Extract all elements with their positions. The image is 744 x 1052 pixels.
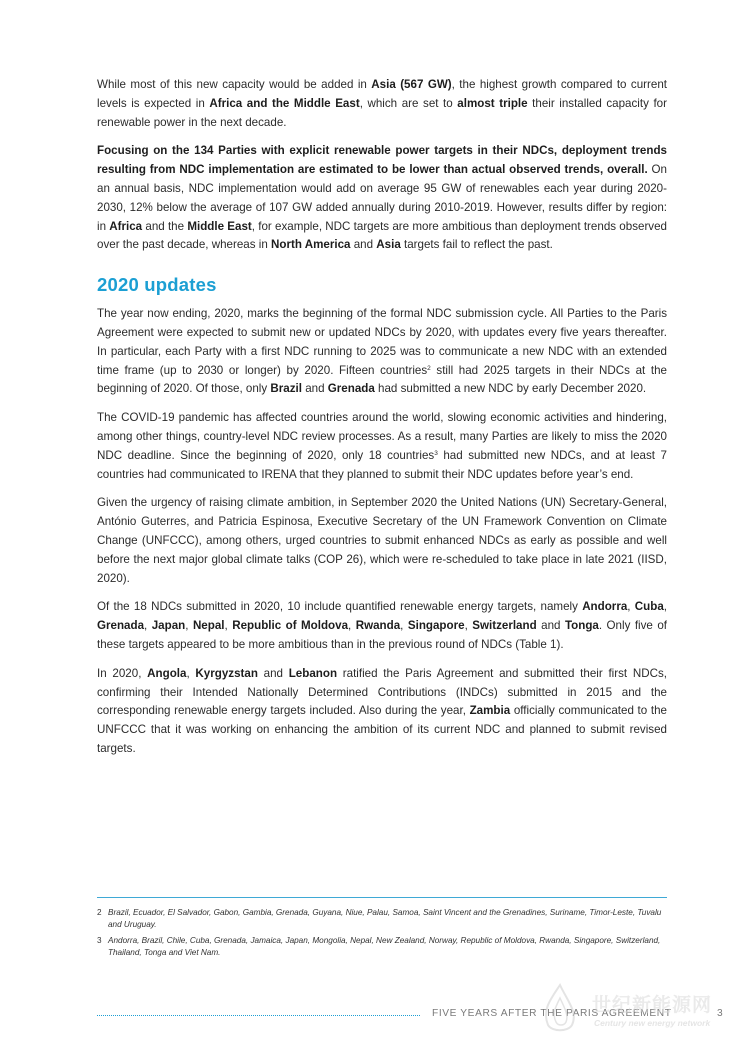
text-run: , [185,619,193,633]
text-run: ratified the Paris Agreement and submitted their first NDCs, confirming their Intended Nationally Determined Contributions (INDCs) submitted in 2015 and the corresponding renewable energy targets included. Also during the year, [97,666,667,718]
text-run: and [257,666,289,680]
footnote-text: Andorra, Brazil, Chile, Cuba, Grenada, Jamaica, Japan, Mongolia, Nepal, New Zealand, Norway, Republic of Moldova, Rwanda, Singapore, Switzerland, Thailand, Tonga and Viet Nam. [108,935,661,958]
footnote-number: 2 [97,908,102,917]
paragraph-regional-growth [97,76,667,132]
watermark-text-en: Century new energy network [594,1018,711,1028]
paragraph-submission-cycle [97,305,667,399]
text-run: officially communicated to the UNFCCC that it was working on enhancing the ambition of its current NDC and planned to submit revised targets. [97,704,668,755]
text-run: On an annual basis, NDC implementation would add on average 95 GW of renewables each year during 2020-2030, 12% below the average of 107 GW added annually during 2010-2019. However, results differ by region: in [97,163,667,233]
text-run: , [400,619,408,633]
text-run: and [536,619,565,633]
emphasis-text: Japan [151,619,186,633]
text-run: and [301,382,328,396]
text-run: . Only five of these targets appeared to be more ambitious than in the previous round of NDCs (Table 1). [97,619,667,651]
emphasis-text: Switzerland [472,619,537,633]
watermark-text-cn: 世纪新能源网 [592,994,713,1016]
emphasis-text: Focusing on the 134 Parties with explicit renewable power targets in their NDCs, deployment trends resulting from NDC implementation are estimated to be lower than actual observed trends, overall. [97,144,667,177]
emphasis-text: Africa and the Middle East [209,96,360,110]
emphasis-text: Grenada [327,382,375,396]
text-run: , the highest growth compared to current levels is expected in [97,78,667,110]
text-run: Of the 18 NDCs submitted in 2020, 10 include quantified renewable energy targets, namely [97,600,583,614]
text-run: still had 2025 targets in their NDCs at the beginning of 2020. Of those, only [97,363,668,396]
text-run: and [350,238,377,252]
emphasis-text: Andorra [582,600,628,614]
text-run: their installed capacity for renewable power in the next decade. [97,96,667,129]
text-run: had submitted a new NDC by early December 2020. [374,382,647,396]
emphasis-text: Tonga [564,619,599,633]
text-run: had submitted new NDCs, and at least 7 countries had communicated to IRENA that they planned to submit their NDC updates before year’s end. [97,448,667,481]
watermark-logo [530,980,740,1040]
emphasis-text: Cuba [634,600,664,614]
emphasis-text: Kyrgyzstan [195,666,258,680]
footnote-ref: 2 [427,364,431,372]
text-run: targets fail to reflect the past. [400,238,553,252]
text-run: The COVID-19 pandemic has affected countries around the world, slowing economic activities and hindering, among other things, country-level NDC review processes. As a result, many Parties are likely to miss the 2020 NDC deadline. Since the beginning of 2020, only 18 countries [97,411,667,462]
emphasis-text: Zambia [469,704,511,718]
emphasis-text: Grenada [97,619,145,633]
emphasis-text: Nepal [192,619,225,633]
paragraph-ratifications [97,665,667,759]
text-run: , [627,600,635,614]
footnote-text: Brazil, Ecuador, El Salvador, Gabon, Gambia, Grenada, Guyana, Niue, Palau, Samoa, Saint Vincent and the Grenadines, Suriname, Timor-Leste, Tuvalu and Uruguay. [108,908,662,930]
text-run: Given the urgency of raising climate ambition, in September 2020 the United Nations (UN) Secretary-General, António Guterres, and Patricia Espinosa, Executive Secretary of the UN Framework Convention on Climate Change (UNFCCC), among others, urged countries to submit enhanced NDCs as early as possible and well before the next major global climate talks (COP 26), which were re-scheduled to take place in late 2021 (IISD, 2020). [97,496,667,585]
emphasis-text: Singapore [407,619,465,633]
text-run: and the [142,219,188,233]
emphasis-text: Africa [109,219,143,233]
running-title: FIVE YEARS AFTER THE PARIS AGREEMENT [432,1008,672,1019]
main-content [97,76,667,769]
page-number: 3 [717,1008,723,1019]
section-heading: 2020 updates [97,274,217,296]
text-run: The year now ending, 2020, marks the beginning of the formal NDC submission cycle. All Parties to the Paris Agreement were expected to submit new or updated NDCs by 2020, with updates every five years thereafter. In particular, each Party with a first NDC running to 2025 was to communicate a new NDC with an extended time frame (up to 2030 or longer) by 2020. Fifteen countries [97,307,667,377]
text-run: , [186,666,196,680]
emphasis-text: Republic of Moldova [232,619,349,633]
text-run: , [224,619,233,633]
footnote-divider [97,897,667,898]
paragraph-ndc-trends [97,142,667,255]
text-run: , for example, NDC targets are more ambitious than deployment trends observed over the past decade, whereas in [97,219,667,252]
emphasis-text: Asia (567 GW) [371,78,452,91]
text-run: , which are set to [359,96,458,110]
text-run: , [464,619,473,633]
paragraph-climate-ambition [97,494,667,588]
footer-rule [97,1015,420,1016]
emphasis-text: Rwanda [355,619,401,633]
text-run: , [348,619,356,633]
emphasis-text: Lebanon [288,666,338,680]
footnote-ref: 3 [434,449,438,457]
emphasis-text: Asia [376,238,401,252]
emphasis-text: Middle East [187,219,252,233]
text-run: In 2020, [97,666,148,680]
emphasis-text: Angola [147,666,187,680]
text-run: , [144,619,152,633]
emphasis-text: North America [271,238,351,252]
paragraph-covid [97,409,667,484]
text-run: While most of this new capacity would be added in [97,78,372,91]
emphasis-text: Brazil [270,382,302,396]
emphasis-text: almost triple [457,96,528,110]
paragraph-2020-ndcs [97,598,667,654]
text-run: , [663,600,667,614]
footnote-item [97,907,667,932]
footnote-number: 3 [97,935,102,945]
flame-logo-icon [530,980,590,1040]
footnote-item [97,935,667,960]
footnotes [97,907,667,963]
